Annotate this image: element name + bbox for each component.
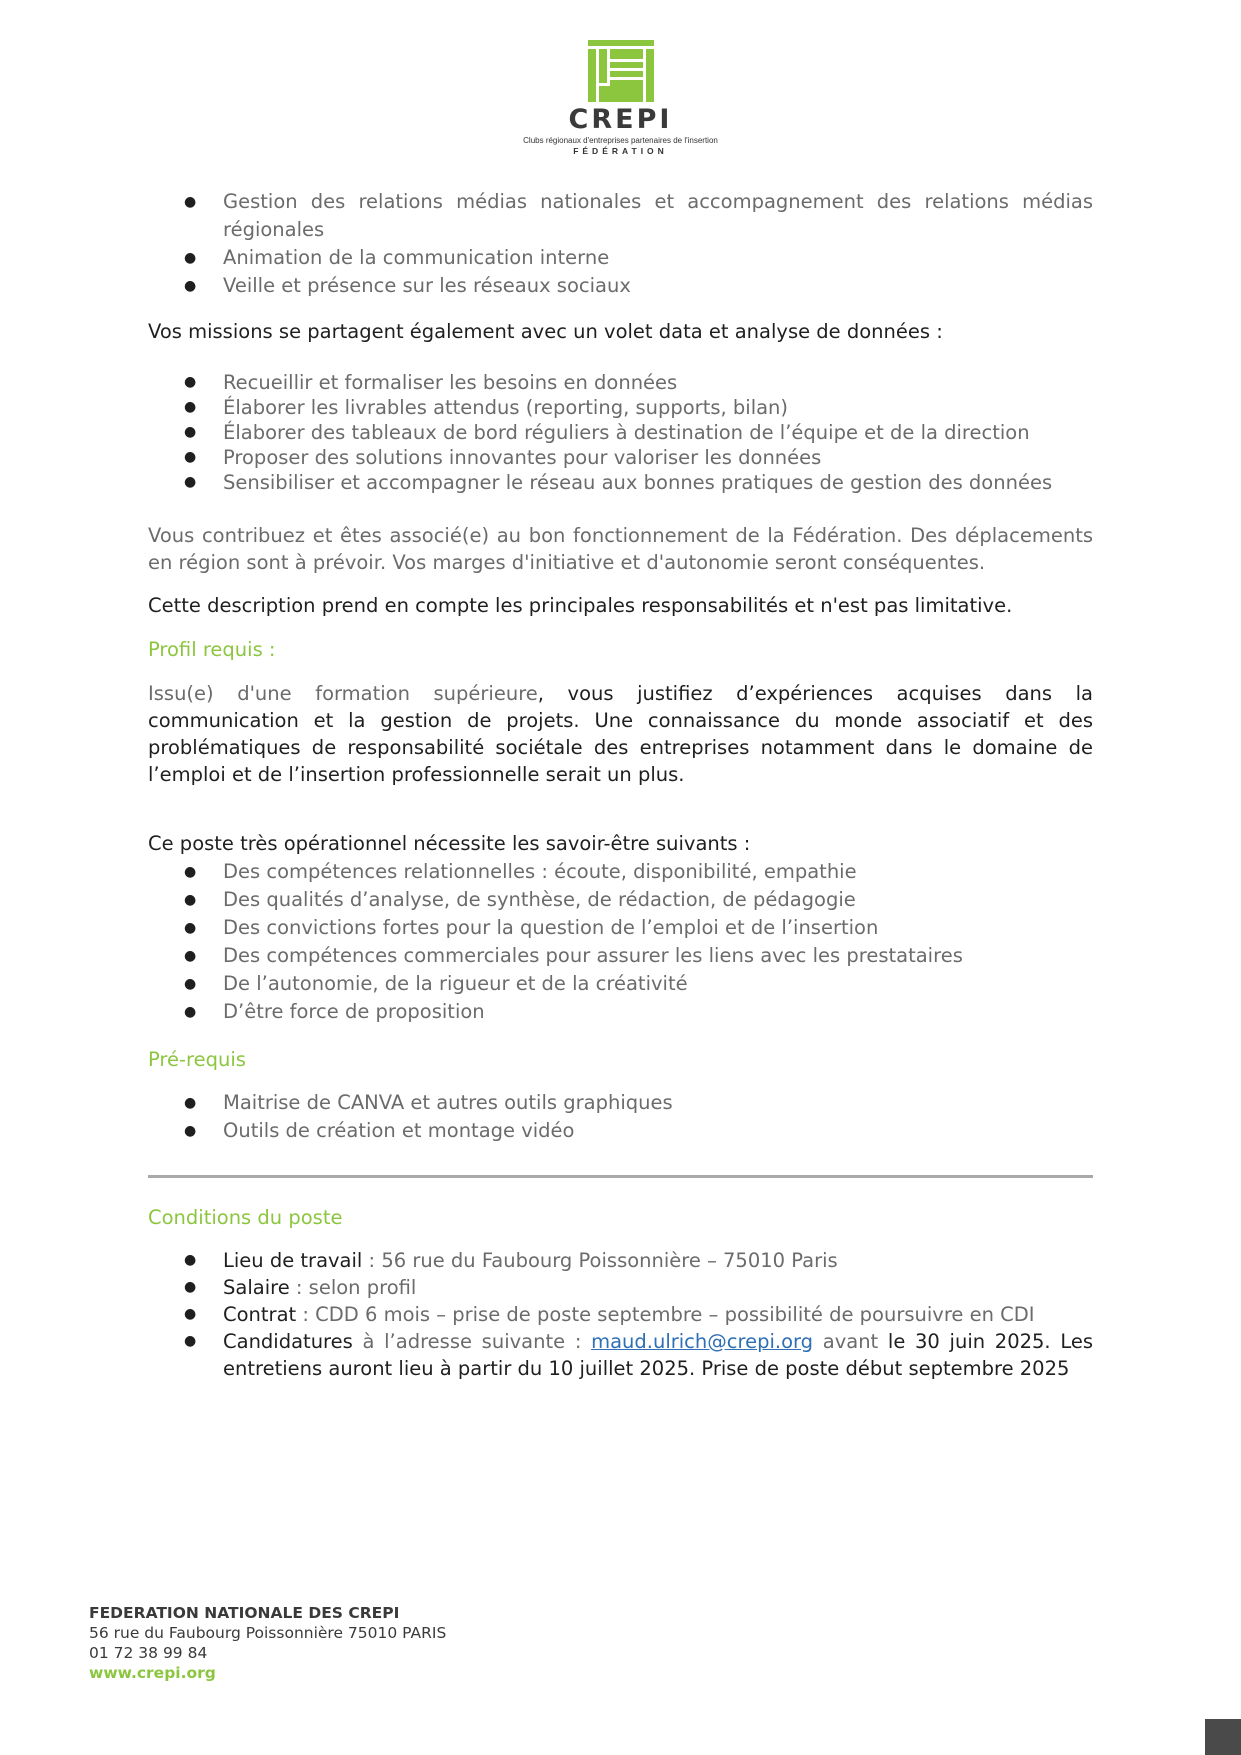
list-item: ● Des compétences relationnelles : écoute, disponibilité, empathie bbox=[148, 858, 1093, 886]
conditions-heading: Conditions du poste bbox=[148, 1206, 343, 1229]
list-item: ● Recueillir et formaliser les besoins en données bbox=[184, 371, 678, 394]
soft-skills-list bbox=[148, 858, 1093, 1026]
crepi-logo bbox=[0, 40, 1241, 157]
bullet-icon: ● bbox=[184, 474, 197, 490]
communication-missions-list bbox=[148, 188, 1093, 300]
bullet-icon: ● bbox=[184, 1279, 197, 1295]
list-item: ● Proposer des solutions innovantes pour valoriser les données bbox=[184, 446, 822, 469]
prerequisites-heading: Pré-requis bbox=[148, 1048, 246, 1071]
list-item: ● Veille et présence sur les réseaux sociaux bbox=[148, 272, 1093, 300]
bullet-icon: ● bbox=[184, 250, 197, 266]
bullet-icon: ● bbox=[184, 399, 197, 415]
profile-text-dark: , vous justifiez d’expériences acquises dans la communication et la gestion de projets. Une connaissance du monde associatif et des problématiques de responsabilité sociétale des entreprises notamment dans le domaine de l’emploi et de l’insertion professionnelle serait un plus. bbox=[148, 682, 1093, 786]
bullet-icon: ● bbox=[184, 1306, 197, 1322]
bullet-icon: ● bbox=[184, 449, 197, 465]
list-item: ● Sensibiliser et accompagner le réseau aux bonnes pratiques de gestion des données bbox=[184, 471, 1053, 494]
bullet-icon: ● bbox=[184, 374, 197, 390]
bullet-icon: ● bbox=[184, 948, 197, 964]
contribution-paragraph: Vous contribuez et êtes associé(e) au bon fonctionnement de la Fédération. Des déplacements en région sont à prévoir. Vos marges d'initiative et d'autonomie seront conséquentes. bbox=[148, 524, 1093, 574]
bullet-icon: ● bbox=[184, 1123, 197, 1139]
section-divider bbox=[148, 1175, 1093, 1178]
profile-text-grey: Issu(e) d'une formation supérieure bbox=[148, 682, 538, 705]
bullet-icon: ● bbox=[184, 424, 197, 440]
list-item: ● D’être force de proposition bbox=[148, 998, 1093, 1026]
page-footer bbox=[89, 1603, 446, 1683]
list-item: ● Maitrise de CANVA et autres outils graphiques bbox=[148, 1089, 1093, 1117]
bullet-icon: ● bbox=[184, 1252, 197, 1268]
document-body bbox=[148, 188, 1093, 1382]
description-note: Cette description prend en compte les principales responsabilités et n'est pas limitative. bbox=[148, 594, 1013, 617]
logo-wordmark: CREPI bbox=[568, 104, 673, 135]
footer-website-link[interactable]: www.crepi.org bbox=[89, 1664, 216, 1682]
bullet-icon: ● bbox=[184, 864, 197, 880]
data-missions-intro: Vos missions se partagent également avec un volet data et analyse de données : bbox=[148, 320, 943, 343]
bullet-icon: ● bbox=[184, 1333, 197, 1349]
list-item: ● Des convictions fortes pour la question de l’emploi et de l’insertion bbox=[148, 914, 1093, 942]
list-item: ● Des qualités d’analyse, de synthèse, de rédaction, de pédagogie bbox=[148, 886, 1093, 914]
application-email-link[interactable]: maud.ulrich@crepi.org bbox=[591, 1330, 814, 1353]
list-item: ● Animation de la communication interne bbox=[148, 244, 1093, 272]
profile-heading: Profil requis : bbox=[148, 638, 276, 661]
list-item: ● Élaborer des tableaux de bord réguliers à destination de l’équipe et de la direction bbox=[184, 421, 1030, 444]
bullet-icon: ● bbox=[184, 892, 197, 908]
condition-workplace: ● Lieu de travail : 56 rue du Faubourg Poissonnière – 75010 Paris bbox=[184, 1249, 838, 1272]
prerequisites-list bbox=[148, 1089, 1093, 1145]
bullet-icon: ● bbox=[184, 1095, 197, 1111]
data-missions-list bbox=[148, 370, 1093, 495]
bullet-icon: ● bbox=[184, 976, 197, 992]
footer-address: 56 rue du Faubourg Poissonnière 75010 PARIS bbox=[89, 1624, 447, 1642]
footer-phone: 01 72 38 99 84 bbox=[89, 1644, 208, 1662]
page-corner-marker bbox=[1205, 1719, 1241, 1755]
bullet-icon: ● bbox=[184, 1004, 197, 1020]
bullet-icon: ● bbox=[184, 278, 197, 294]
list-item: ● De l’autonomie, de la rigueur et de la créativité bbox=[148, 970, 1093, 998]
condition-applications: ● Candidatures à l’adresse suivante : maud.ulrich@crepi.org avant le 30 juin 2025. Les entretiens auront lieu à partir du 10 juillet 2025. Prise de poste début septembre 2025 bbox=[184, 1330, 1093, 1380]
soft-skills-intro: Ce poste très opérationnel nécessite les savoir-être suivants : bbox=[148, 832, 751, 855]
bullet-icon: ● bbox=[184, 194, 197, 210]
list-item: ● Outils de création et montage vidéo bbox=[148, 1117, 1093, 1145]
logo-federation: FÉDÉRATION bbox=[573, 146, 668, 156]
condition-salary: ● Salaire : selon profil bbox=[184, 1276, 417, 1299]
condition-contract: ● Contrat : CDD 6 mois – prise de poste septembre – possibilité de poursuivre en CDI bbox=[184, 1303, 1035, 1326]
profile-paragraph bbox=[148, 680, 1093, 788]
list-item: ● Élaborer les livrables attendus (reporting, supports, bilan) bbox=[184, 396, 789, 419]
crepi-logo-icon bbox=[588, 40, 654, 102]
bullet-icon: ● bbox=[184, 920, 197, 936]
footer-org-name: FEDERATION NATIONALE DES CREPI bbox=[89, 1604, 400, 1622]
conditions-list bbox=[148, 1247, 1093, 1382]
list-item: ● Gestion des relations médias nationales et accompagnement des relations médias régionales bbox=[184, 190, 1093, 241]
list-item: ● Des compétences commerciales pour assurer les liens avec les prestataires bbox=[148, 942, 1093, 970]
logo-subtitle: Clubs régionaux d'entreprises partenaires de l'insertion bbox=[523, 136, 718, 145]
